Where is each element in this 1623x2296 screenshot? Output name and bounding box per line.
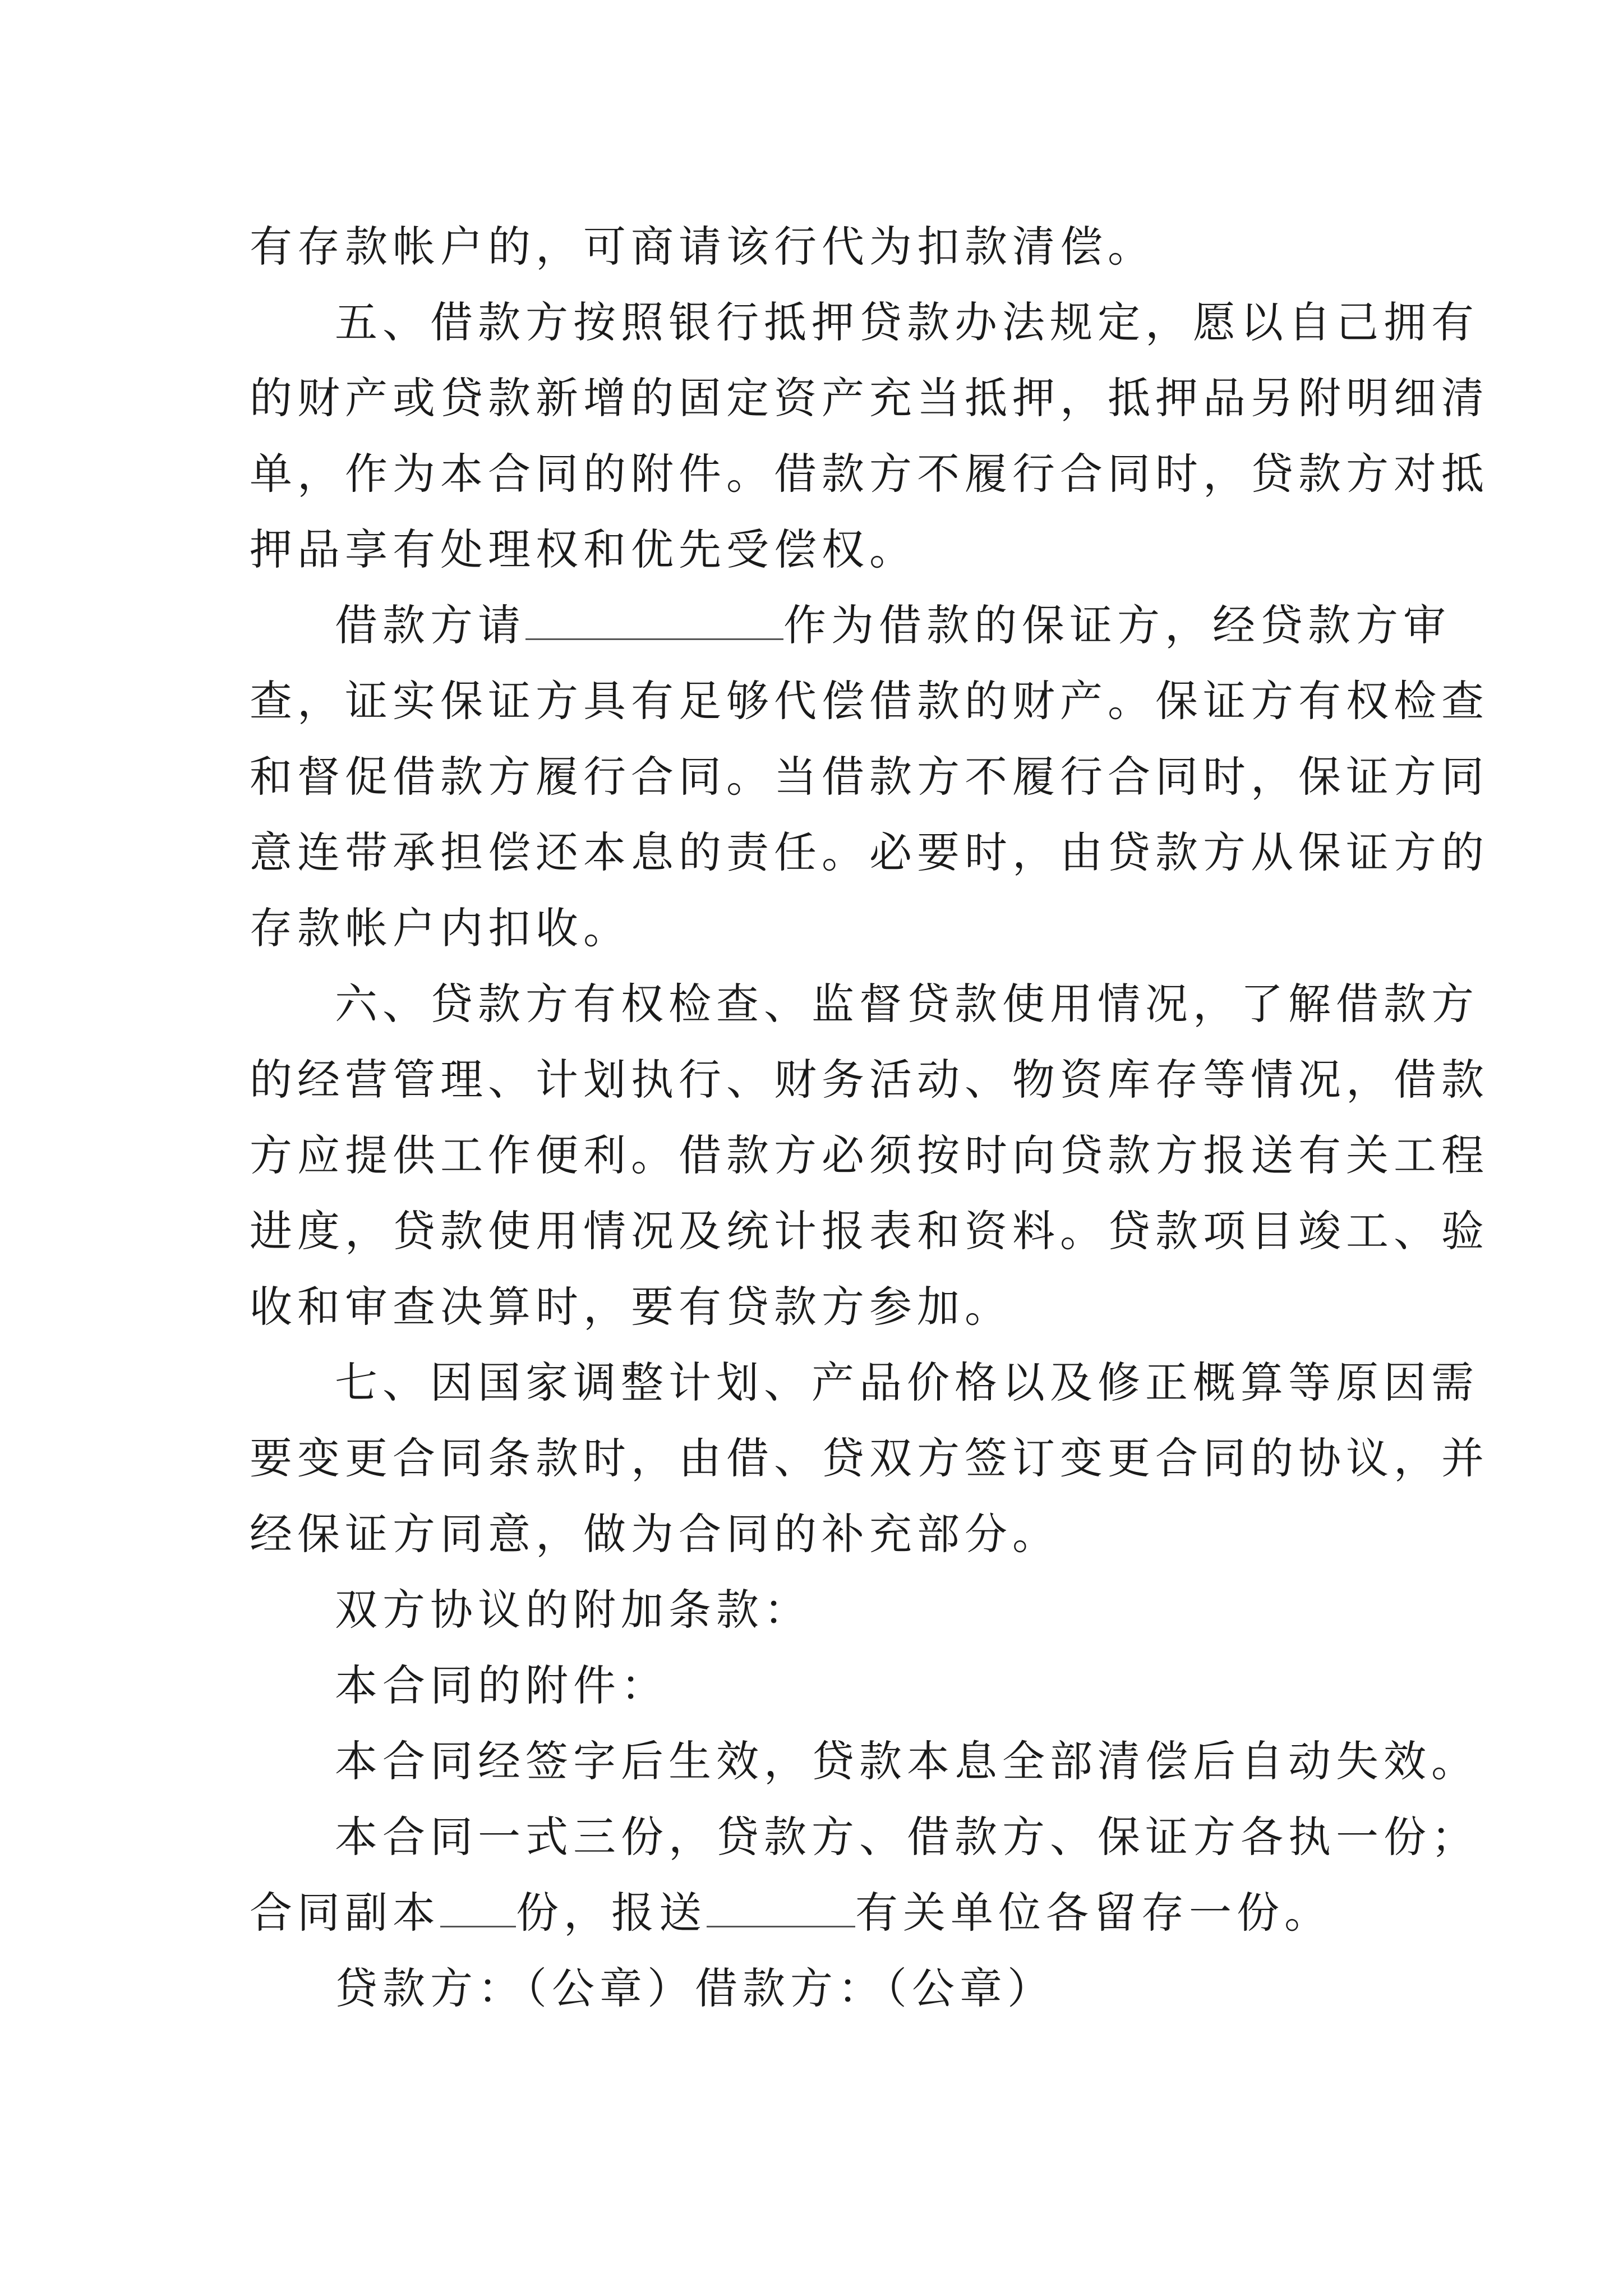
- guarantor-line: 查，证实保证方具有足够代偿借款的财产。保证方有权检查: [250, 676, 1489, 726]
- contract-text: [250, 209, 1489, 2026]
- clause-six-line: 方应提供工作便利。借款方必须按时向贷款方报送有关工程: [250, 1130, 1489, 1180]
- clause-seven-line: 要变更合同条款时，由借、贷双方签订变更合同的协议，并: [250, 1433, 1489, 1483]
- clause-six-line: 的经营管理、计划执行、财务活动、物资库存等情况，借款: [250, 1055, 1489, 1105]
- clause-seven-line: 七、因国家调整计划、产品价格以及修正概算等原因需: [335, 1358, 1479, 1407]
- guarantor-text-b: 作为借款的保证方，经贷款方审: [783, 600, 1451, 650]
- clause-five-line: 单，作为本合同的附件。借款方不履行合同时，贷款方对抵: [250, 449, 1489, 499]
- copies-line: 本合同一式三份，贷款方、借款方、保证方各执一份；: [335, 1812, 1479, 1862]
- effective-clause: 本合同经签字后生效，贷款本息全部清偿后自动失效。: [335, 1736, 1479, 1786]
- copies-text-c: 有关单位各留存一份。: [855, 1888, 1332, 1938]
- paragraph-line: 有存款帐户的，可商请该行代为扣款清偿。: [250, 222, 1155, 272]
- signature-line: 贷款方：（公章）借款方：（公章）: [335, 1963, 1055, 2013]
- clause-five-line: 押品享有处理权和优先受偿权。: [250, 524, 917, 574]
- attachments-label: 本合同的附件：: [335, 1660, 668, 1710]
- clause-six-line: 收和审查决算时，要有贷款方参加。: [250, 1282, 1012, 1332]
- guarantor-text-a: 借款方请: [335, 600, 525, 650]
- guarantor-line: [250, 587, 1451, 663]
- additional-terms: 双方协议的附加条款：: [335, 1585, 811, 1635]
- recipient-blank[interactable]: [707, 1887, 855, 1927]
- clause-six-line: 六、贷款方有权检查、监督贷款使用情况，了解借款方: [335, 979, 1479, 1029]
- clause-seven-line: 经保证方同意，做为合同的补充部分。: [250, 1509, 1060, 1559]
- copies-text-a: 合同副本: [250, 1888, 440, 1938]
- guarantor-line: 存款帐户内扣收。: [250, 903, 631, 953]
- clause-five-line: 的财产或贷款新增的固定资产充当抵押，抵押品另附明细清: [250, 373, 1489, 423]
- guarantor-name-blank[interactable]: [525, 599, 783, 640]
- copy-count-blank[interactable]: [440, 1887, 516, 1927]
- guarantor-line: 和督促借款方履行合同。当借款方不履行合同时，保证方同: [250, 752, 1489, 802]
- clause-six-line: 进度，贷款使用情况及统计报表和资料。贷款项目竣工、验: [250, 1206, 1489, 1256]
- copies-line: [250, 1875, 1394, 1950]
- clause-five-line: 五、借款方按照银行抵押贷款办法规定，愿以自己拥有: [335, 297, 1479, 347]
- copies-text-b: 份，报送: [516, 1888, 707, 1938]
- guarantor-line: 意连带承担偿还本息的责任。必要时，由贷款方从保证方的: [250, 827, 1489, 877]
